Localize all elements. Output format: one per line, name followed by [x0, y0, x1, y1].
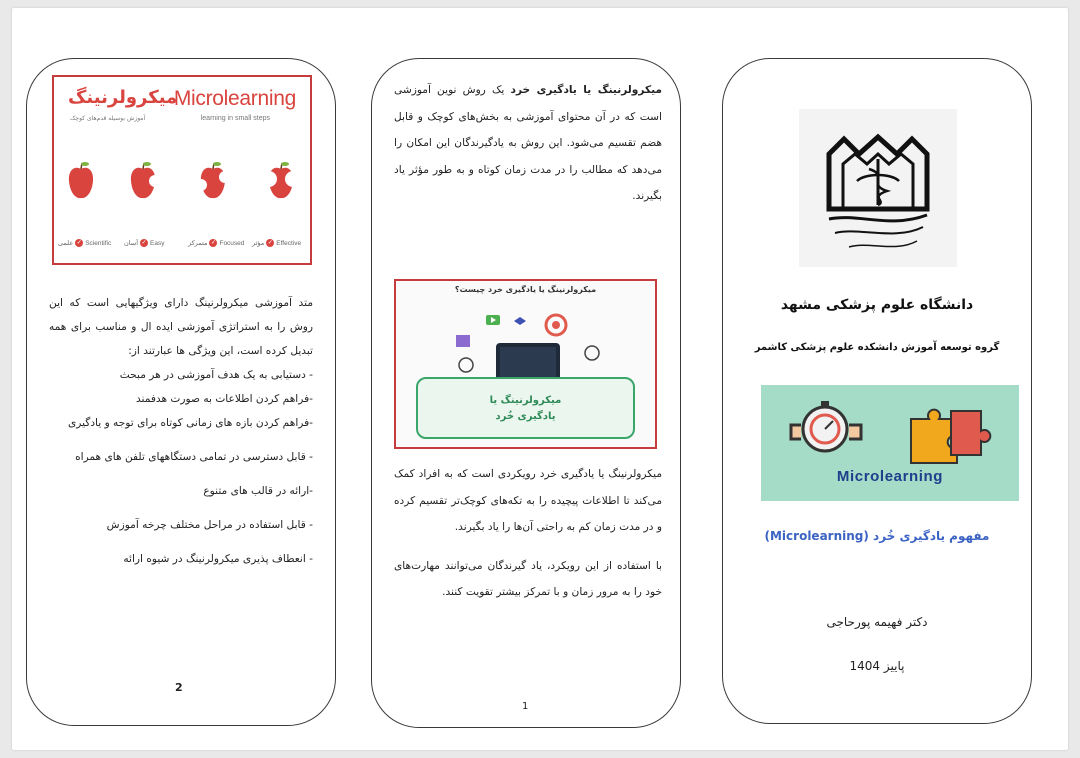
- features-text: [49, 291, 313, 571]
- infographic-label: [418, 393, 633, 425]
- features-intro: متد آموزشی میکرولرنینگ دارای ویژگیهایی است که این روش را به استراتژی آموزشی ایده ال و مناسب برای همه تبدیل کرده است، این ویژگی ها عبارتند از:: [49, 297, 313, 357]
- author-name: دکتر فهیمه پورحاجی: [826, 615, 928, 629]
- explanation-paragraph: میکرولرنینگ یا یادگیری خرد رویکردی است که به افراد کمک می‌کند تا اطلاعات پیچیده را به تکه‌های کوچک‌تر تقسیم کرده و در مدت زمان کم به راحتی آن‌ها را یاد بگیرند.: [394, 468, 662, 533]
- infographic-label-line: میکرولرنینگ یا: [489, 395, 562, 406]
- apple-core-icon: [268, 161, 294, 203]
- definition-body: یک روش نوین آموزشی است که در آن محتوای آموزشی به بخش‌های کوچک و قابل هضم تقسیم می‌شود. این روش به یادگیرندگان این امکان را می‌دهد که مطالب را در مدت زمان کوتاه و به طور مؤثر یاد بگیرند.: [394, 84, 662, 202]
- infographic-caption: میکرولرنینگ یا یادگیری خرد چیست؟: [454, 285, 597, 294]
- university-logo: [799, 109, 957, 267]
- university-name: دانشگاه علوم پزشکی مشهد: [780, 297, 974, 313]
- banner-subtitle-fa: آموزش بوسیله قدم‌های کوچک: [70, 115, 146, 122]
- university-emblem-icon: [799, 109, 957, 267]
- feature-bullet: - قابل استفاده در مراحل مختلف چرخه آموزش: [106, 519, 313, 531]
- feature-bullet: -فراهم کردن اطلاعات به صورت هدفمند: [135, 393, 313, 405]
- benefit-paragraph: با استفاده از این رویکرد، یاد گیرندگان می‌توانند مهارت‌های خود را به مرور زمان و با تمرکز بیشتر تقویت کنند.: [394, 559, 662, 598]
- feature-label-en: Focused: [219, 239, 245, 247]
- brochure-panel-page-2: [26, 58, 336, 726]
- infographic-label-line: یادگیری خُرد: [495, 411, 556, 422]
- microlearning-infographic-image: [394, 279, 657, 449]
- definition-term: میکرولرنینگ یا یادگیری خرد: [510, 84, 662, 96]
- banner-title-fa: میکرولرنینگ: [68, 87, 178, 108]
- microlearning-wordmark: Microlearning: [836, 468, 944, 485]
- microlearning-banner-image: [52, 75, 312, 265]
- feature-label-en: Effective: [276, 239, 302, 247]
- check-icon: ✓: [210, 240, 216, 246]
- feature-label-fa: علمی: [58, 240, 74, 247]
- feature-bullet: - دستیابی به یک هدف آموزشی در هر مبحث: [119, 369, 313, 381]
- feature-bullet: - قابل دسترسی در تمامی دستگاههای تلفن های همراه: [75, 451, 313, 463]
- feature-effective: [252, 239, 301, 247]
- feature-label-fa: متمرکز: [188, 240, 208, 247]
- apple-bitten-icon: [130, 161, 156, 203]
- stopwatch-puzzle-illustration-icon: [761, 389, 1019, 469]
- feature-bullet: - انعطاف پذیری میکرولرنینگ در شیوه ارائه: [123, 553, 313, 565]
- banner-feature-row: [54, 239, 310, 253]
- apple-half-eaten-icon: [200, 161, 226, 203]
- definition-paragraph: [394, 77, 662, 210]
- check-icon: ✓: [76, 240, 82, 246]
- check-icon: ✓: [141, 240, 147, 246]
- publication-date: پاییز 1404: [849, 659, 905, 673]
- feature-label-fa: آسان: [124, 240, 139, 247]
- feature-easy: [124, 239, 164, 247]
- feature-scientific: [58, 239, 111, 247]
- check-icon: ✓: [267, 240, 273, 246]
- banner-title-en: Microlearning: [173, 87, 296, 110]
- brochure-panel-page-1: [371, 58, 681, 728]
- page-number: 2: [175, 681, 183, 694]
- feature-label-en: Scientific: [85, 239, 112, 247]
- banner-subtitle-en: learning in small steps: [200, 115, 270, 122]
- brochure-title: مفهوم یادگیری خُرد (Microlearning): [764, 529, 990, 543]
- microlearning-cover-image: [761, 385, 1019, 501]
- feature-bullet: -فراهم کردن بازه های زمانی کوتاه برای توجه و یادگیری: [67, 417, 313, 429]
- apple-full-icon: [68, 161, 94, 203]
- feature-focused: [188, 239, 244, 247]
- brochure-cover-panel: [722, 58, 1032, 724]
- feature-label-en: Easy: [150, 239, 165, 247]
- infographic-label-box: [416, 377, 635, 439]
- feature-bullet: -ارائه در قالب های متنوع: [203, 485, 313, 497]
- department-name: گروه توسعه آموزش دانشکده علوم پزشکی کاشمر: [754, 342, 1000, 353]
- explanation-text: [394, 461, 662, 606]
- page-number: 1: [522, 701, 529, 712]
- feature-label-fa: مؤثر: [252, 240, 265, 247]
